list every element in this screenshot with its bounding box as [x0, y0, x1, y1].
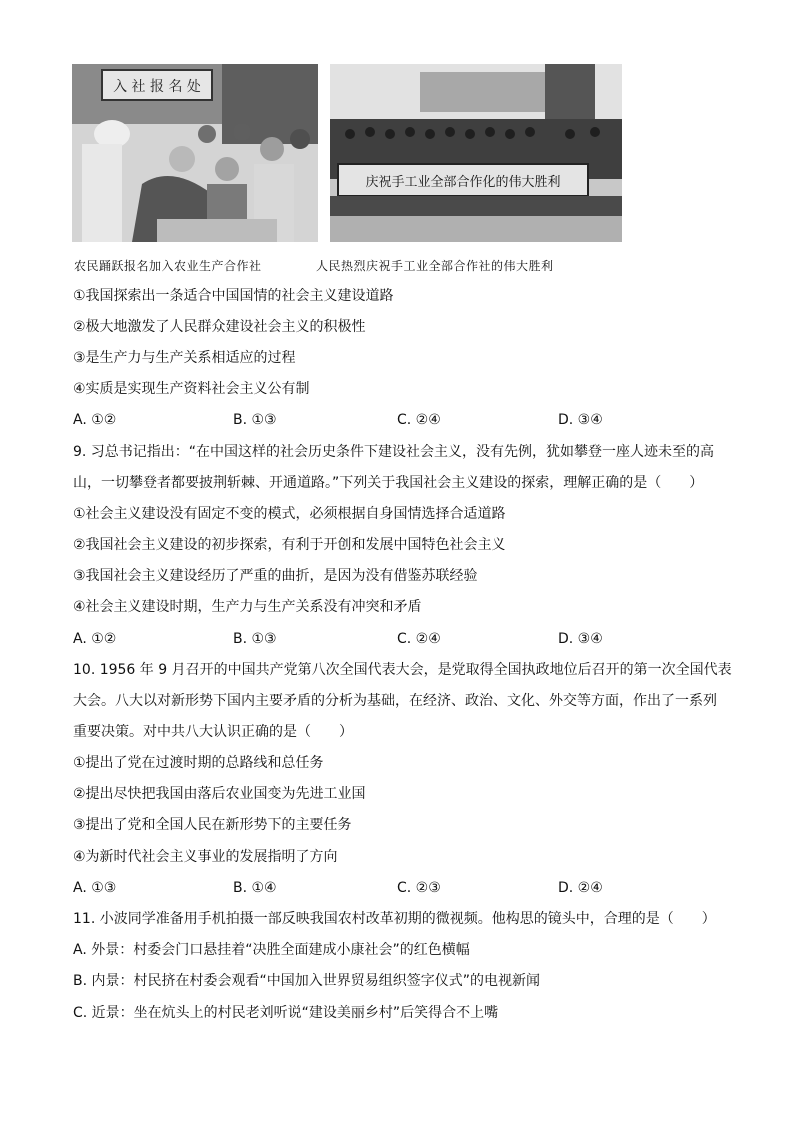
q9-stem-line-1: 9. 习总书记指出：“在中国这样的社会历史条件下建设社会主义，没有先例，犹如攀登一座人迹未至的高: [73, 444, 715, 460]
q11-stem: 11. 小波同学准备用手机拍摄一部反映我国农村改革初期的微视频。他构思的镜头中，合理的是（ ）: [73, 911, 716, 927]
q8-statement-3: ③是生产力与生产关系相适应的过程: [73, 350, 296, 366]
q9-option-d[interactable]: D. ③④: [558, 631, 603, 647]
q8-statement-1: ①我国探索出一条适合中国国情的社会主义建设道路: [73, 288, 394, 304]
sign-text: 入 社 报 名 处: [113, 79, 201, 95]
q11-choice-a[interactable]: A. 外景：村委会门口悬挂着“决胜全面建成小康社会”的红色横幅: [73, 942, 470, 958]
q9-statement-3: ③我国社会主义建设经历了严重的曲折，是因为没有借鉴苏联经验: [73, 568, 478, 584]
q10-statement-4: ④为新时代社会主义事业的发展指明了方向: [73, 849, 338, 865]
q10-stem-line-2: 大会。八大以对新形势下国内主要矛盾的分析为基础，在经济、政治、文化、外交等方面，作出了一系列: [73, 693, 717, 709]
banner-text: 庆祝手工业全部合作化的伟大胜利: [365, 175, 561, 190]
q10-stem-line-3: 重要决策。对中共八大认识正确的是（ ）: [73, 724, 353, 740]
caption-right: 人民热烈庆祝手工业全部合作社的伟大胜利: [316, 259, 554, 273]
q8-statement-4: ④实质是实现生产资料社会主义公有制: [73, 381, 310, 397]
q8-statement-2: ②极大地激发了人民群众建设社会主义的积极性: [73, 319, 366, 335]
q10-options: [73, 879, 733, 897]
photo-celebration-parade: [330, 64, 622, 242]
q9-option-b[interactable]: B. ①③: [233, 631, 277, 647]
q8-option-b[interactable]: B. ①③: [233, 412, 277, 428]
q8-options: [73, 411, 733, 429]
q10-option-c[interactable]: C. ②③: [397, 880, 441, 896]
q9-option-a[interactable]: A. ①②: [73, 631, 117, 647]
q9-option-c[interactable]: C. ②④: [397, 631, 441, 647]
q8-option-a[interactable]: A. ①②: [73, 412, 117, 428]
q10-option-b[interactable]: B. ①④: [233, 880, 277, 896]
q11-choice-c[interactable]: C. 近景：坐在炕头上的村民老刘听说“建设美丽乡村”后笑得合不上嘴: [73, 1005, 499, 1021]
q10-option-d[interactable]: D. ②④: [558, 880, 603, 896]
q9-stem-line-2: 山，一切攀登者都要披荆斩棘、开通道路。”下列关于我国社会主义建设的探索，理解正确的是（ ）: [73, 475, 704, 491]
q10-statement-2: ②提出尽快把我国由落后农业国变为先进工业国: [73, 786, 366, 802]
q10-option-a[interactable]: A. ①③: [73, 880, 117, 896]
q9-statement-4: ④社会主义建设时期，生产力与生产关系没有冲突和矛盾: [73, 599, 422, 615]
q9-options: [73, 630, 733, 648]
q10-stem-line-1: 10. 1956 年 9 月召开的中国共产党第八次全国代表大会，是党取得全国执政地位后召开的第一次全国代表: [73, 662, 732, 678]
photo-farmers-registering: [72, 64, 318, 242]
q9-statement-2: ②我国社会主义建设的初步探索，有利于开创和发展中国特色社会主义: [73, 537, 506, 553]
q8-option-c[interactable]: C. ②④: [397, 412, 441, 428]
q10-statement-3: ③提出了党和全国人民在新形势下的主要任务: [73, 817, 352, 833]
q8-option-d[interactable]: D. ③④: [558, 412, 603, 428]
q9-statement-1: ①社会主义建设没有固定不变的模式，必须根据自身国情选择合适道路: [73, 506, 506, 522]
q10-statement-1: ①提出了党在过渡时期的总路线和总任务: [73, 755, 324, 771]
caption-left: 农民踊跃报名加入农业生产合作社: [74, 259, 262, 273]
q11-choice-b[interactable]: B. 内景：村民挤在村委会观看“中国加入世界贸易组织签字仪式”的电视新闻: [73, 973, 541, 989]
